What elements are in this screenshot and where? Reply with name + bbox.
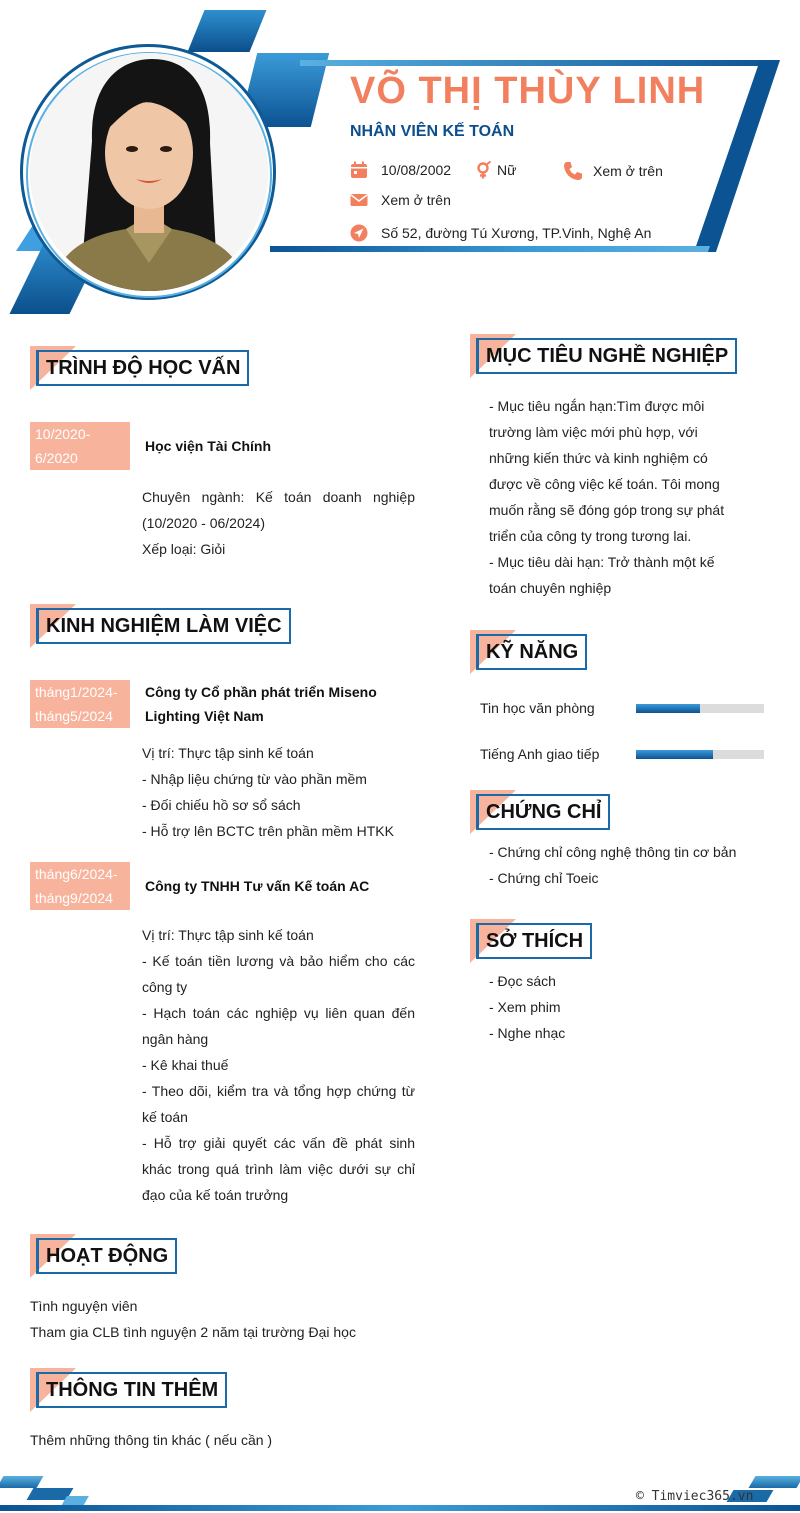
experience-line: Vị trí: Thực tập sinh kế toán bbox=[142, 927, 314, 943]
gender-icon bbox=[475, 161, 493, 179]
experience-company: Công ty TNHH Tư vấn Kế toán AC bbox=[145, 878, 370, 894]
job-title: NHÂN VIÊN KẾ TOÁN bbox=[350, 123, 515, 140]
experience-line: - Kê khai thuế bbox=[142, 1057, 229, 1073]
education-details bbox=[142, 484, 415, 562]
certificates-content bbox=[489, 839, 779, 891]
hobby-line: - Nghe nhạc bbox=[489, 1025, 566, 1041]
info-gender bbox=[475, 161, 516, 179]
skill-bar bbox=[636, 704, 764, 713]
education-date: 10/2020-6/2020 bbox=[30, 422, 130, 470]
gender-value: Nữ bbox=[497, 162, 517, 178]
experience-date: tháng6/2024-tháng9/2024 bbox=[30, 862, 130, 910]
footer-deco bbox=[749, 1476, 800, 1488]
calendar-icon bbox=[350, 161, 368, 179]
hobby-line: - Đọc sách bbox=[489, 973, 556, 989]
birthday-value: 10/08/2002 bbox=[381, 162, 452, 178]
experience-line: - Hỗ trợ lên BCTC trên phần mềm HTKK bbox=[142, 823, 394, 839]
experience-line: Vị trí: Thực tập sinh kế toán bbox=[142, 745, 314, 761]
extra-content bbox=[30, 1427, 272, 1453]
experience-line: - Kế toán tiền lương và bảo hiểm cho các công ty bbox=[142, 953, 415, 995]
skill-bar bbox=[636, 750, 764, 759]
location-icon bbox=[350, 224, 368, 242]
skill-bar-fill bbox=[636, 750, 713, 759]
activities-line: Tham gia CLB tình nguyện 2 năm tại trường Đại học bbox=[30, 1324, 356, 1340]
certificate-line: - Chứng chỉ công nghệ thông tin cơ bản bbox=[489, 844, 737, 860]
objective-line: - Mục tiêu dài hạn: Trở thành một kế toán chuyên nghiệp bbox=[489, 554, 715, 596]
experience-details bbox=[142, 922, 415, 1208]
experience-company: Công ty Cổ phần phát triển Miseno Lighting Việt Nam bbox=[145, 684, 377, 724]
experience-date: tháng1/2024-tháng5/2024 bbox=[30, 680, 130, 728]
experience-line: - Hạch toán các nghiệp vụ liên quan đến ngân hàng bbox=[142, 1005, 415, 1047]
info-email bbox=[350, 191, 451, 209]
skill-label: Tiếng Anh giao tiếp bbox=[480, 746, 600, 762]
extra-line: Thêm những thông tin khác ( nếu cần ) bbox=[30, 1432, 273, 1448]
experience-line: - Hỗ trợ giải quyết các vấn đề phát sinh khác trong quá trình làm việc dưới sự chỉ đạo của kế toán trưởng bbox=[142, 1135, 415, 1203]
skill-row bbox=[480, 744, 764, 764]
email-value: Xem ở trên bbox=[381, 192, 451, 208]
activities-content bbox=[30, 1293, 356, 1345]
skill-row bbox=[480, 698, 764, 718]
education-line: Chuyên ngành: Kế toán doanh nghiệp (10/2020 - 06/2024) bbox=[142, 489, 415, 531]
phone-value: Xem ở trên bbox=[593, 163, 663, 179]
education-school: Học viện Tài Chính bbox=[145, 438, 272, 454]
skill-label: Tin học văn phòng bbox=[480, 700, 595, 716]
activities-line: Tình nguyện viên bbox=[30, 1298, 138, 1314]
info-address bbox=[350, 224, 651, 242]
objective-content bbox=[489, 393, 734, 601]
info-birthday bbox=[350, 161, 451, 179]
footer-brand: © Timviec365.vn bbox=[636, 1489, 754, 1504]
objective-line: - Mục tiêu ngắn hạn:Tìm được môi trường làm việc mới phù hợp, với những kiến thức và kinh nghiệm có được về công việc kế toán. Tôi mong muốn rằng sẽ đóng góp trong sự phát triển của công ty trong tương lai. bbox=[489, 398, 725, 544]
hobbies-content bbox=[489, 968, 734, 1046]
experience-line: - Đối chiếu hồ sơ sổ sách bbox=[142, 797, 301, 813]
candidate-name: VÕ THỊ THÙY LINH bbox=[350, 70, 706, 112]
info-phone bbox=[563, 161, 663, 181]
experience-details bbox=[142, 740, 415, 844]
experience-line: - Nhập liệu chứng từ vào phần mềm bbox=[142, 771, 367, 787]
footer-deco bbox=[0, 1476, 43, 1488]
skill-bar-fill bbox=[636, 704, 700, 713]
avatar bbox=[30, 53, 268, 291]
certificate-line: - Chứng chỉ Toeic bbox=[489, 870, 599, 886]
hobby-line: - Xem phim bbox=[489, 999, 561, 1015]
header-deco-parallelogram bbox=[188, 10, 267, 52]
phone-icon bbox=[563, 161, 583, 181]
footer-line bbox=[0, 1505, 800, 1511]
experience-line: - Theo dõi, kiểm tra và tổng hợp chứng từ kế toán bbox=[142, 1083, 415, 1125]
envelope-icon bbox=[350, 191, 368, 209]
education-line: Xếp loại: Giỏi bbox=[142, 541, 226, 557]
address-value: Số 52, đường Tú Xương, TP.Vinh, Nghệ An bbox=[381, 225, 652, 241]
